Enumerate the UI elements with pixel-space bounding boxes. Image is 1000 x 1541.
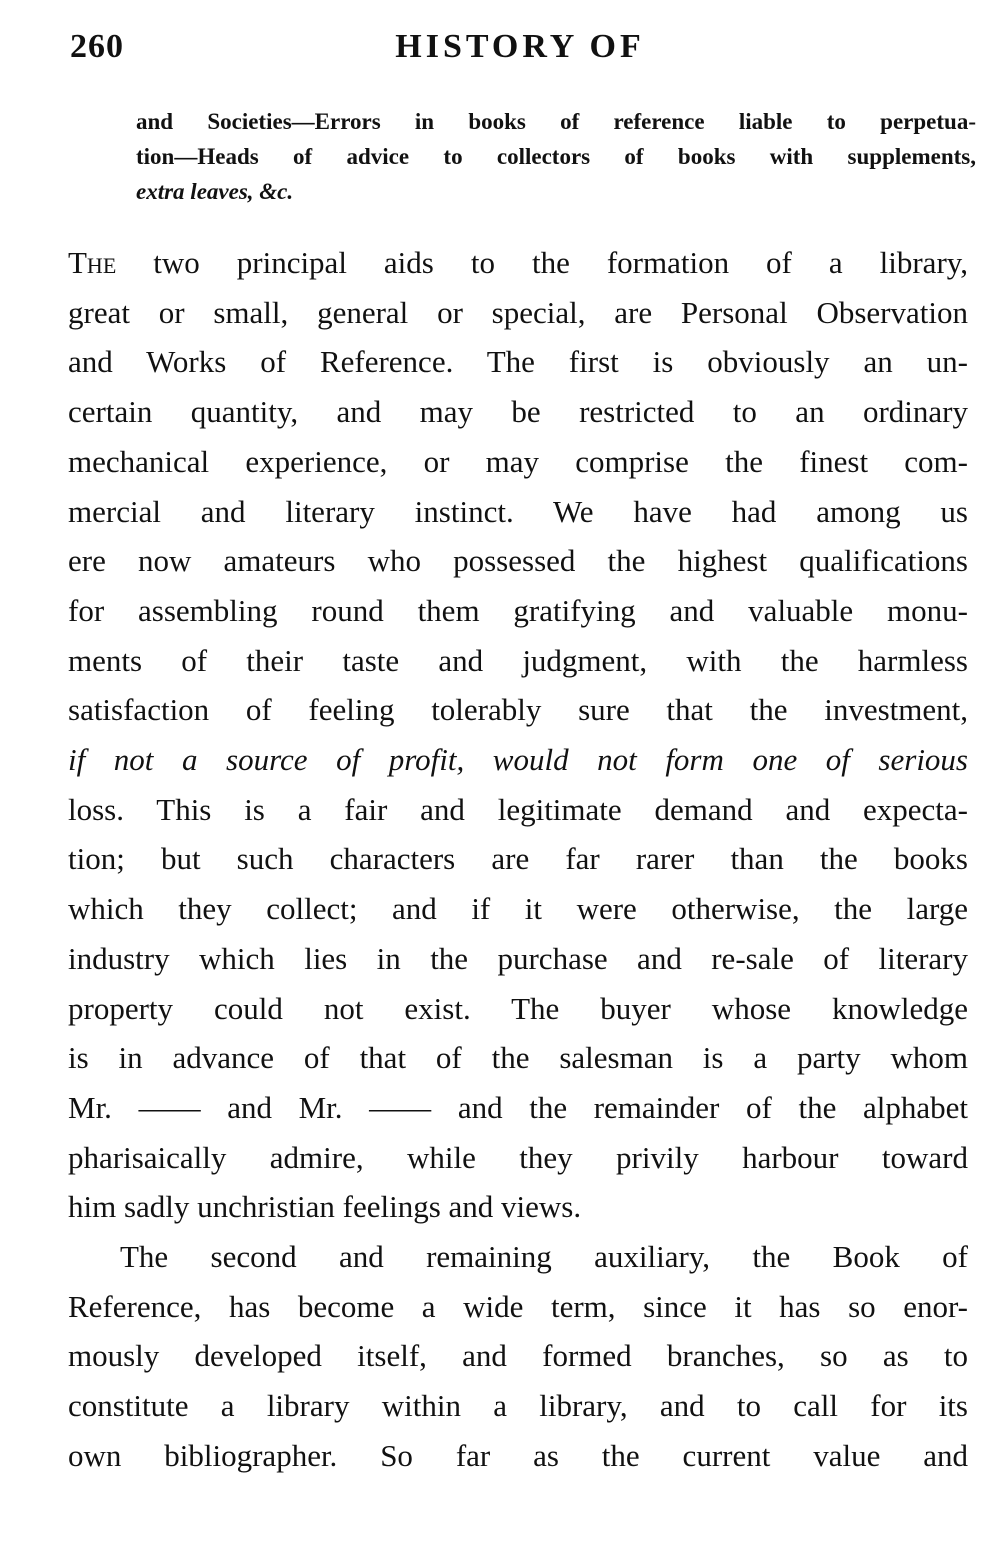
text-line: own bibliographer. So far as the current value and bbox=[68, 1437, 968, 1473]
text-line: ments of their taste and judgment, with the harmless bbox=[68, 642, 968, 678]
text-line: The second and remaining auxiliary, the Book of bbox=[120, 1239, 968, 1275]
text-line bbox=[68, 238, 968, 288]
running-title: HISTORY OF bbox=[395, 28, 645, 65]
opening-word: The bbox=[68, 245, 117, 280]
text-line: pharisaically admire, while they privily harbour toward bbox=[68, 1139, 968, 1175]
text-line: him sadly unchristian feelings and views. bbox=[68, 1189, 582, 1225]
text-line: loss. This is a fair and legitimate demand and expecta- bbox=[68, 791, 968, 827]
text-line: Reference, has become a wide term, since it has so enor- bbox=[68, 1288, 968, 1324]
text-line: which they collect; and if it were otherwise, the large bbox=[68, 891, 968, 927]
body-text bbox=[68, 238, 968, 1481]
text-line: industry which lies in the purchase and re-sale of literary bbox=[68, 940, 968, 976]
text-line: constitute a library within a library, and to call for its bbox=[68, 1388, 968, 1424]
page-number: 260 bbox=[70, 28, 124, 65]
running-head bbox=[70, 28, 970, 78]
text-line: Mr. —— and Mr. —— and the remainder of the alphabet bbox=[68, 1089, 968, 1125]
text-line: satisfaction of feeling tolerably sure that the investment, bbox=[68, 692, 968, 728]
text-line: mechanical experience, or may comprise the finest com- bbox=[68, 443, 968, 479]
chapter-summary bbox=[136, 104, 976, 209]
text-line: is in advance of that of the salesman is a party whom bbox=[68, 1040, 968, 1076]
text-line: for assembling round them gratifying and valuable monu- bbox=[68, 592, 968, 628]
summary-line: tion—Heads of advice to collectors of books with supplements, bbox=[136, 144, 976, 169]
text-line: ere now amateurs who possessed the highest qualifications bbox=[68, 543, 968, 579]
text-line: if not a source of profit, would not form one of serious bbox=[68, 742, 968, 778]
text-line: tion; but such characters are far rarer than the books bbox=[68, 841, 968, 877]
text-line: certain quantity, and may be restricted to an ordinary bbox=[68, 394, 968, 430]
text-line: mously developed itself, and formed branches, so as to bbox=[68, 1338, 968, 1374]
text-line: and Works of Reference. The first is obviously an un- bbox=[68, 344, 968, 380]
text-line: property could not exist. The buyer whose knowledge bbox=[68, 990, 968, 1026]
text-line: mercial and literary instinct. We have had among us bbox=[68, 493, 968, 529]
text-line-content: two principal aids to the formation of a library, bbox=[116, 245, 968, 280]
summary-line: extra leaves, &c. bbox=[136, 179, 294, 204]
summary-line: and Societies—Errors in books of reference liable to perpetua- bbox=[136, 109, 976, 134]
text-line: great or small, general or special, are Personal Observation bbox=[68, 294, 968, 330]
